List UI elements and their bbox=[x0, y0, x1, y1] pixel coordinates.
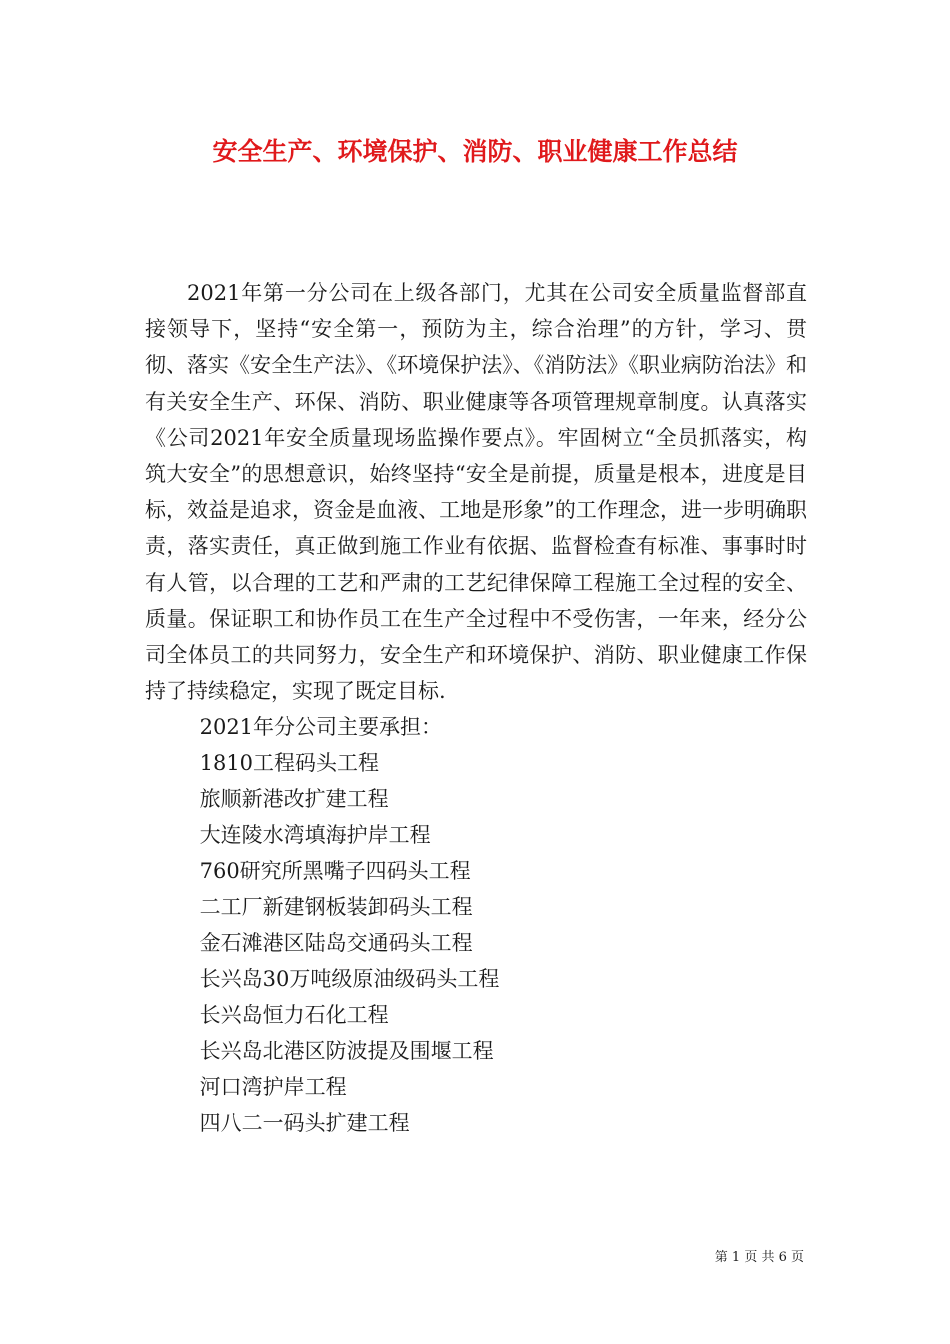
list-item: 1810工程码头工程 bbox=[199, 751, 380, 776]
list-item: 760研究所黑嘴子四码头工程 bbox=[199, 859, 471, 884]
list-item: 河口湾护岸工程 bbox=[199, 1075, 347, 1100]
document-title: 安全生产、环境保护、消防、职业健康工作总结 bbox=[212, 137, 738, 166]
main-paragraph: 2021年第一分公司在上级各部门，尤其在公司安全质量监督部直接领导下，坚持“安全第一，预防为主，综合治理”的方针，学习、贯彻、落实《安全生产法》、《环境保护法》、《消防法》《职业病防治法》和有关安全生产、环保、消防、职业健康等各项管理规章制度。认真落实《公司2021年安全质量现场监操作要点》。牢固树立“全员抓落实，构筑大安全”的思想意识，始终坚持“安全是前提，质量是根本，进度是目标，效益是追求，资金是血液、工地是形象”的工作理念，进一步明确职责，落实责任，真正做到施工作业有依据、监督检查有标准、事事时时有人管，以合理的工艺和严肃的工艺纪律保障工程施工全过程的安全、质量。保证职工和协作员工在生产全过程中不受伤害，一年来，经分公司全体员工的共同努力，安全生产和环境保护、消防、职业健康工作保持了持续稳定，实现了既定目标. bbox=[145, 281, 807, 704]
page-number: 第 1 页 共 6 页 bbox=[714, 1250, 804, 1265]
list-item: 长兴岛30万吨级原油级码头工程 bbox=[199, 967, 500, 992]
list-item: 大连陵水湾填海护岸工程 bbox=[199, 823, 431, 848]
projects-heading: 2021年分公司主要承担： bbox=[199, 715, 443, 740]
list-item: 二工厂新建钢板装卸码头工程 bbox=[199, 895, 473, 920]
project-list bbox=[145, 709, 807, 1141]
document-body bbox=[145, 275, 807, 1141]
list-item: 旅顺新港改扩建工程 bbox=[199, 787, 389, 812]
list-item: 长兴岛恒力石化工程 bbox=[199, 1003, 389, 1028]
list-item: 金石滩港区陆岛交通码头工程 bbox=[199, 931, 473, 956]
list-item: 四八二一码头扩建工程 bbox=[199, 1111, 410, 1136]
list-item: 长兴岛北港区防波提及围堰工程 bbox=[199, 1039, 494, 1064]
